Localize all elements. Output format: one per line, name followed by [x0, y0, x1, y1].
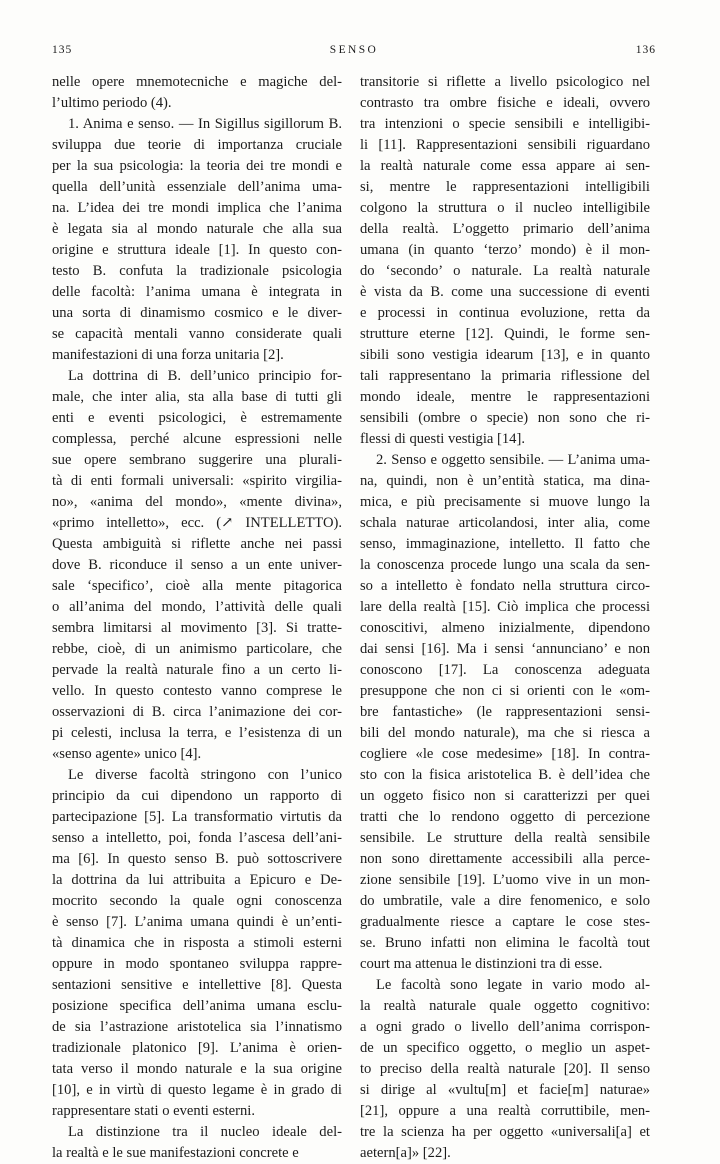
text-line: delle facoltà: l’anima umana è integrata in: [52, 284, 342, 300]
text-line: è senso [7]. L’anima umana quindi è un’enti-: [52, 914, 342, 930]
text-line: ma [6]. In questo senso B. può sottoscrivere: [52, 851, 342, 867]
text-line: Le facoltà sono legate in vario modo al-: [376, 977, 650, 993]
left-column: [52, 72, 342, 1164]
text-line: rebbe, cioè, di un animismo particolare, che: [52, 641, 342, 657]
text-line: sensibile. Le strutture della realtà sensibile: [360, 830, 650, 846]
text-line: male, che inter alia, sta alla base di tutti gli: [52, 389, 342, 405]
text-line: tà di enti formali universali: «spirito virgilia-: [52, 473, 342, 489]
text-line: La dottrina di B. dell’unico principio for-: [68, 368, 342, 384]
text-line: posizione specifica dell’anima umana esclu-: [52, 998, 342, 1014]
text-line: della realtà. L’oggetto primario dell’anima: [360, 221, 650, 237]
paragraph: [52, 765, 342, 1122]
text-line: conoscitivi, almeno inizialmente, dipendono: [360, 620, 650, 636]
text-line: to preciso della realtà naturale [20]. Il senso: [360, 1061, 650, 1077]
text-line: Le diverse facoltà stringono con l’unico: [68, 767, 342, 783]
text-line: è legata sia al mondo naturale che alla sua: [52, 221, 342, 237]
paragraph: [52, 1122, 342, 1164]
page-header: [52, 44, 656, 60]
paragraph: [52, 72, 342, 114]
running-title: SENSO: [329, 44, 379, 56]
text-line: transitorie si riflette a livello psicologico nel: [360, 74, 650, 90]
text-line: bre fantastiche» (le rappresentazioni sensi-: [360, 704, 650, 720]
text-line: complessa, perché alcune espressioni nelle: [52, 431, 342, 447]
text-line: è vista da B. come una successione di eventi: [360, 284, 650, 300]
text-line: no», «anima del mondo», «mente divina»,: [52, 494, 342, 510]
text-line: rappresentare stati o eventi esterni.: [52, 1103, 256, 1119]
text-line: contrasto tra ombre fisiche e ideali, ovvero: [360, 95, 650, 111]
text-line: o all’anima del mondo, l’attività delle quali: [52, 599, 342, 615]
text-line: senso a intelletto, poi, fonda l’ascesa dell’ani-: [52, 830, 342, 846]
text-line: na, quindi, non è un’entità statica, ma dina-: [360, 473, 650, 489]
text-line: sviluppa due teorie di importanza cruciale: [52, 137, 342, 153]
text-line: tradizionale platonico [9]. L’anima è orien-: [52, 1040, 342, 1056]
text-line: sensibili (ombre o specie) non sono che ri-: [360, 410, 650, 426]
paragraph: [360, 72, 650, 450]
text-line: testo B. confuta la tradizionale psicologia: [52, 263, 342, 279]
text-line: Questa ambiguità si riflette anche nei passi: [52, 536, 342, 552]
text-line: lare della realtà [15]. Ciò implica che processi: [360, 599, 650, 615]
text-line: non sono direttamente accessibili alla perce-: [360, 851, 650, 867]
text-line: sibili sono vestigia idearum [13], e in quanto: [360, 347, 650, 363]
text-line: enti e eventi psicologici, è estremamente: [52, 410, 342, 426]
text-line: l’ultimo periodo (4).: [52, 95, 172, 111]
page-number-left: 135: [52, 44, 73, 56]
text-line: la realtà e le sue manifestazioni concrete e: [52, 1145, 299, 1161]
text-line: la dottrina da lui attribuita a Epicuro e De-: [52, 872, 342, 888]
text-line: se capacità mentali vanno considerate quali: [52, 326, 342, 342]
text-line: vello. In questo contesto vanno comprese le: [52, 683, 342, 699]
text-line: mica, e più precisamente si muove lungo la: [360, 494, 650, 510]
text-line: do ‘secondo’ o naturale. La realtà naturale: [360, 263, 650, 279]
paragraph: [52, 366, 342, 765]
text-line: zione sensibile [19]. L’uomo vive in un mon-: [360, 872, 650, 888]
text-line: pi celesti, inclusa la terra, e l’esistenza di un: [52, 725, 342, 741]
text-line: «primo intelletto», ecc. (↗ INTELLETTO).: [52, 515, 342, 531]
text-line: principio da cui dipendono un rapporto di: [52, 788, 342, 804]
text-line: tra intenzioni o specie sensibili e intelligibi-: [360, 116, 650, 132]
text-line: [21], oppure a una realtà corruttibile, men-: [360, 1103, 650, 1119]
text-line: un oggeto fisico non si caratterizzi per quei: [360, 788, 650, 804]
text-line: mocrito secondo la quale ogni conoscenza: [52, 893, 342, 909]
text-line: origine e struttura ideale [1]. In questo con-: [52, 242, 342, 258]
text-line: sentazioni sensitive e intellettive [8]. Questa: [52, 977, 342, 993]
text-line: manifestazioni di una forza unitaria [2].: [52, 347, 284, 363]
text-line: sale ‘specifico’, cioè alla mente pitagorica: [52, 578, 342, 594]
text-line: quella dell’unità essenziale dell’anima uma-: [52, 179, 342, 195]
text-line: colgono la struttura o il nucleo intelligibile: [360, 200, 650, 216]
text-line: schala naturae articolandosi, inter alia, come: [360, 515, 650, 531]
text-line: cogliere «le cose medesime» [18]. In contra-: [360, 746, 650, 762]
text-line: si dirige al «vultu[m] et facie[m] naturae»: [360, 1082, 650, 1098]
text-line: si, mentre le rappresentazioni intelligibili: [360, 179, 650, 195]
text-line: 1. Anima e senso. — In Sigillus sigillorum B.: [68, 116, 342, 132]
text-line: la realtà naturale come essa appare ai sen-: [360, 158, 650, 174]
text-line: oppure in modo spontaneo sviluppa rappre-: [52, 956, 342, 972]
text-line: na. L’idea dei tre mondi implica che l’anima: [52, 200, 342, 216]
text-line: nelle opere mnemotecniche e magiche del-: [52, 74, 342, 90]
right-column: [360, 72, 650, 1164]
text-line: mondo ideale, mentre le rappresentazioni: [360, 389, 650, 405]
text-line: do umbratile, vale a dire fenomenico, e solo: [360, 893, 650, 909]
text-line: pervade la realtà naturale fino a un certo li-: [52, 662, 342, 678]
text-line: dai sensi [16]. Ma i sensi ‘annunciano’ e non: [360, 641, 650, 657]
text-line: sto con la fisica aristotelica B. è dell’idea che: [360, 767, 650, 783]
text-line: dove B. riconduce il senso a un ente univer-: [52, 557, 342, 573]
text-line: de un specifico oggetto, o meglio un aspet-: [360, 1040, 650, 1056]
text-line: strutture eterne [12]. Quindi, le forme sen-: [360, 326, 650, 342]
paragraph: [52, 114, 342, 366]
text-line: partecipazione [5]. La transformatio virtutis da: [52, 809, 342, 825]
text-line: a ogni grado o livello dell’anima corrispon-: [360, 1019, 650, 1035]
text-line: la conoscenza procede lungo una scala da sen-: [360, 557, 650, 573]
text-line: «senso agente» unico [4].: [52, 746, 202, 762]
text-line: senso, immaginazione, intelletto. Il fatto che: [360, 536, 650, 552]
text-line: per la sua psicologia: la teoria dei tre mondi e: [52, 158, 342, 174]
text-line: la realtà naturale quale oggetto cognitivo:: [360, 998, 650, 1014]
text-line: sembra limitarsi al movimento [3]. Si tratte-: [52, 620, 342, 636]
text-line: flessi di questi vestigia [14].: [360, 431, 525, 447]
text-line: [10], e in virtù di questo legame è in grado di: [52, 1082, 342, 1098]
text-line: se. Bruno infatti non elimina le facoltà tout: [360, 935, 650, 951]
paragraph: [360, 975, 650, 1164]
text-line: de sia l’astrazione aristotelica sia l’innatismo: [52, 1019, 342, 1035]
text-line: La distinzione tra il nucleo ideale del-: [68, 1124, 342, 1140]
text-line: bili del mondo naturale), ma che si riesca a: [360, 725, 650, 741]
text-line: tali rappresentano la primaria riflessione del: [360, 368, 650, 384]
text-line: sue opere sembrano suggerire una plurali-: [52, 452, 342, 468]
paragraph: [360, 450, 650, 975]
text-line: aetern[a]» [22].: [360, 1145, 451, 1161]
text-line: tà dinamica che in risposta a stimoli esterni: [52, 935, 342, 951]
text-line: e processi in continua evoluzione, retta da: [360, 305, 650, 321]
text-line: presuppone che non ci si orienti con le «om-: [360, 683, 650, 699]
text-line: court ma attenua le distinzioni tra di esse.: [360, 956, 603, 972]
text-line: 2. Senso e oggetto sensibile. — L’anima uma-: [376, 452, 650, 468]
text-line: osservazioni di B. circa l’animazione dei cor-: [52, 704, 342, 720]
text-line: tata verso il mondo naturale e la sua origine: [52, 1061, 342, 1077]
text-line: tratti che lo rendono oggetto di percezione: [360, 809, 650, 825]
text-line: umana (in quanto ‘terzo’ mondo) è il mon-: [360, 242, 650, 258]
text-line: gradualmente riesce a captare le cose stes-: [360, 914, 650, 930]
page-number-right: 136: [635, 44, 656, 56]
text-line: so a intelletto è fondato nella struttura circo-: [360, 578, 650, 594]
text-line: conoscono [17]. La conoscenza adeguata: [360, 662, 650, 678]
text-line: tre la scienza ha per oggetto «universali[a] et: [360, 1124, 650, 1140]
text-line: li [11]. Rappresentazioni sensibili riguardano: [360, 137, 650, 153]
text-line: una sorta di dinamismo cosmico e le diver-: [52, 305, 342, 321]
